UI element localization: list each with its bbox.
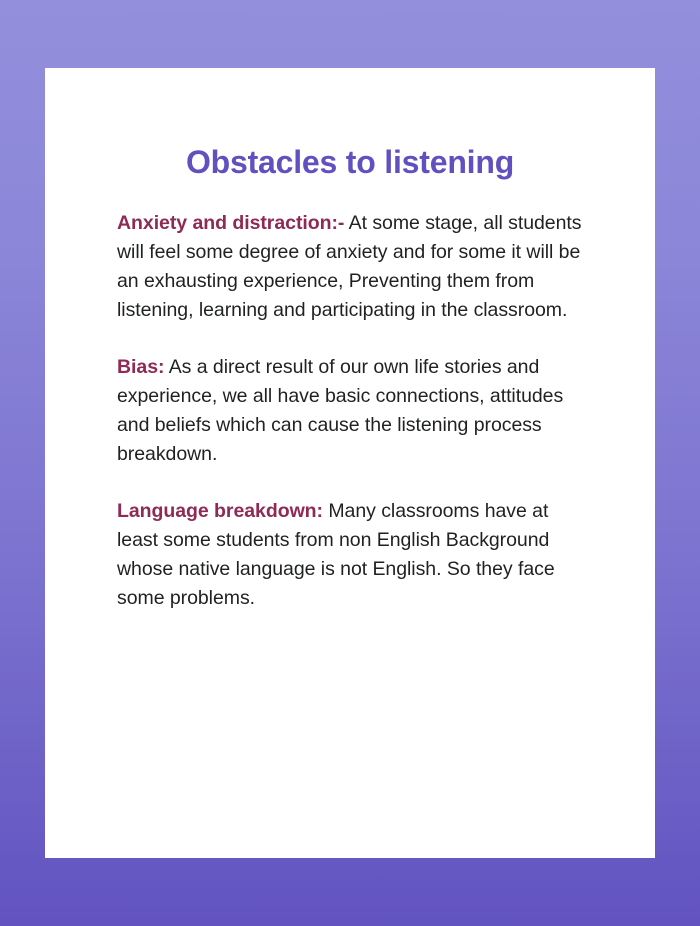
run-in-heading-anxiety-and-distraction: Anxiety and distraction:- <box>117 212 345 235</box>
card-content-column <box>117 68 583 633</box>
paragraph-text-bias: As a direct result of our own life stories and experience, we all have basic connections, attitudes and beliefs which can cause the listening process breakdown. <box>117 356 564 466</box>
run-in-heading-bias: Bias: <box>117 356 165 379</box>
run-in-heading-language-breakdown: Language breakdown: <box>117 500 323 523</box>
paragraph-anxiety-and-distraction <box>117 209 583 325</box>
paragraph-language-breakdown <box>117 497 583 613</box>
content-card <box>45 68 655 858</box>
paragraph-bias <box>117 353 583 469</box>
paragraph-text-anxiety-and-distraction: At some stage, all students will feel some degree of anxiety and for some it will be an exhausting experience, Preventing them from listening, learning and participating in the classroom. <box>117 212 582 322</box>
paragraph-text-language-breakdown: Many classrooms have at least some students from non English Background whose native language is not English. So they face some problems. <box>117 500 555 610</box>
page-title: Obstacles to listening <box>185 144 515 180</box>
